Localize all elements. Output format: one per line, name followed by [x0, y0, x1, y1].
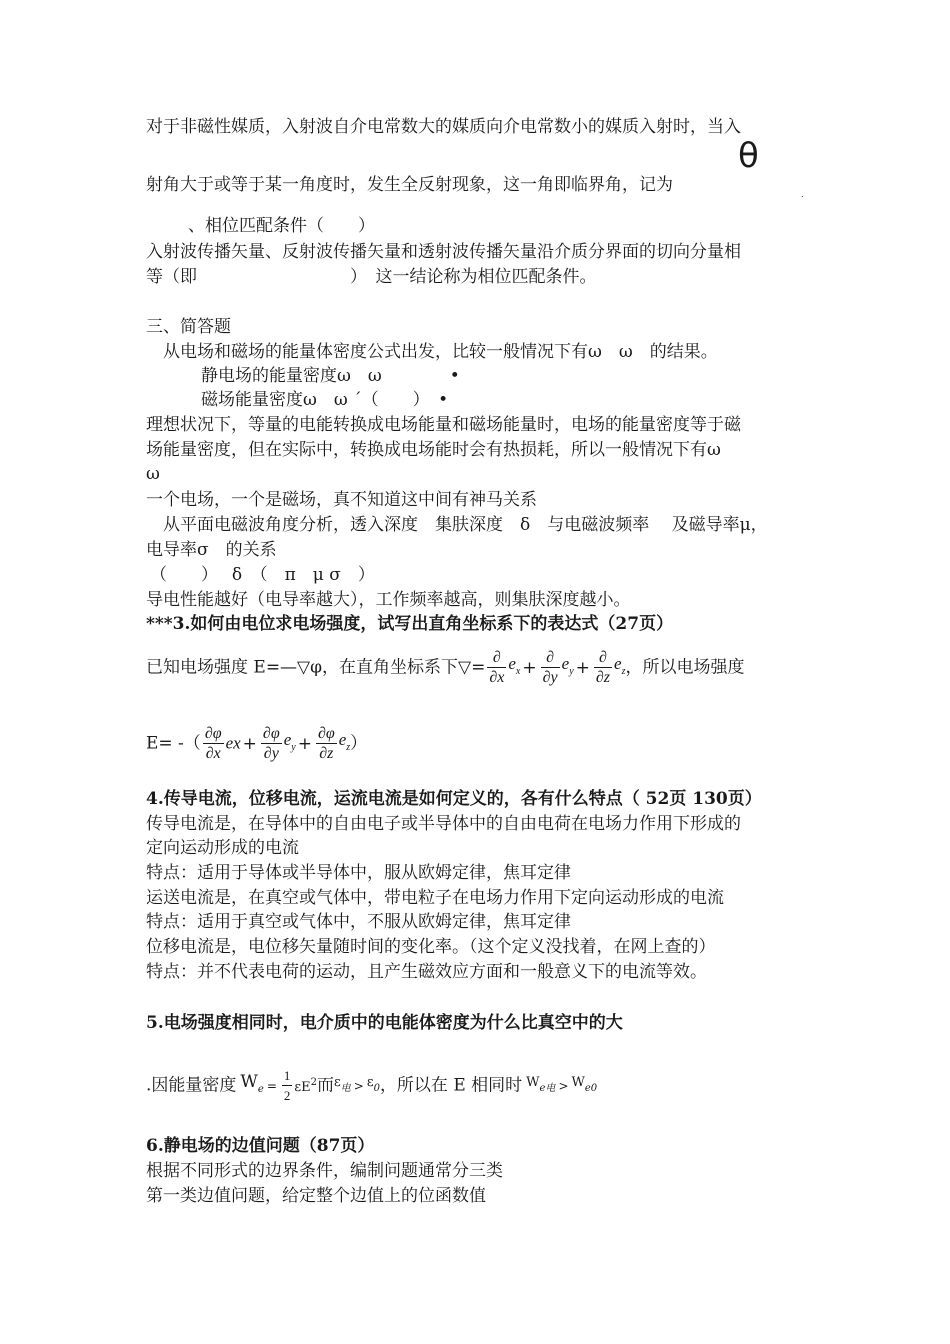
text-line: 特点：适用于真空或气体中，不服从欧姆定律，焦耳定律 [146, 912, 571, 932]
efield-formula: E= -（ $\frac{\partial\varphi}{\partial x}$ ex + $\frac{\partial\varphi}{\partial y}$ $e_y$ + $\frac{\partial\varphi}{\partial z}$ $e_z$） [146, 725, 368, 762]
question-heading: 6.静电场的边值问题（87页） [146, 1136, 375, 1156]
formula-text: .因能量密度 [146, 1075, 237, 1096]
text-line: 根据不同形式的边界条件，编制问题通常分三类 [146, 1161, 503, 1181]
text-line: 定向运动形成的电流 [146, 838, 299, 858]
partial-x-fraction: $\frac{\partial}{\partial x}$ [489, 649, 505, 686]
text-line: 从平面电磁波角度分析，透入深度 集肤深度 δ 与电磁波频率 及磁导率μ， [163, 515, 768, 535]
question-heading: ***3.如何由电位求电场强度，试写出直角坐标系下的表达式（27页） [146, 614, 674, 634]
text-line: 等（即 ） 这一结论称为相位匹配条件。 [146, 267, 597, 287]
formula-text: ，所以在 E 相同时 [379, 1075, 523, 1096]
dphi-dx-fraction: $\frac{\partial\varphi}{\partial x}$ [204, 725, 222, 762]
text-line: 特点：并不代表电荷的运动，且产生磁效应方面和一般意义下的电流等效。 [146, 962, 707, 982]
text-line: 电导率σ 的关系 [146, 540, 277, 560]
formula-text: ，所以电场强度 [625, 657, 745, 678]
theta-symbol: θ [738, 136, 759, 176]
formula-text: E= -（ [146, 733, 201, 754]
text-line: 理想状况下，等量的电能转换成电场能量和磁场能量时，电场的能量密度等于磁 [146, 415, 741, 435]
text-line: 射角大于或等于某一角度时，发生全反射现象，这一角即临界角，记为 [146, 175, 673, 195]
energy-density-formula: .因能量密度 $W_e$ = $\frac{1}{2}$ $\varepsilon E^2$而$\varepsilon_电 > \varepsilon_0$，所以在 E 相同时 $W_{e电} > W_{e0}$ [146, 1068, 598, 1103]
formula-text: 已知电场强度 E=—▽φ，在直角坐标系下▽= [146, 657, 486, 678]
mark: . [801, 190, 804, 199]
text-line: 、相位匹配条件（ ） [188, 216, 375, 236]
dphi-dy-fraction: $\frac{\partial\varphi}{\partial y}$ [262, 725, 280, 762]
gradient-formula: 已知电场强度 E=—▽φ，在直角坐标系下▽= $\frac{\partial}{\partial x}$ $e_x$ + $\frac{\partial}{\partial y}$ $e_y$ + $\frac{\partial}{\partial z}$ $e_z$，所以电场强度 [146, 649, 745, 686]
text-line: 运送电流是，在真空或气体中，带电粒子在电场力作用下定向运动形成的电流 [146, 888, 724, 908]
partial-z-fraction: $\frac{\partial}{\partial z}$ [595, 649, 611, 686]
text-line: 对于非磁性媒质，入射波自介电常数大的媒质向介电常数小的媒质入射时，当入 [146, 117, 741, 137]
text-line: ω [146, 464, 160, 484]
text-line: （ ） δ （ π μ σ ） [150, 565, 375, 585]
text-line: 从电场和磁场的能量体密度公式出发，比较一般情况下有ω ω 的结果。 [163, 342, 718, 362]
text-line: 磁场能量密度ω ω ˊ（ ） • [201, 390, 449, 410]
question-heading: 4.传导电流，位移电流，运流电流是如何定义的，各有什么特点（ 52页 130页） [146, 789, 762, 809]
text-line: 静电场的能量密度ω ω • [201, 366, 460, 386]
text-line: 场能量密度，但在实际中，转换成电场能时会有热损耗，所以一般情况下有ω [146, 440, 721, 460]
formula-text: ） [350, 733, 368, 754]
text-line: 位移电流是，电位移矢量随时间的变化率。（这个定义没找着，在网上查的） [146, 937, 716, 957]
text-line: 一个电场，一个是磁场，真不知道这中间有神马关系 [146, 490, 537, 510]
question-heading: 5.电场强度相同时，电介质中的电能体密度为什么比真空中的大 [146, 1013, 623, 1033]
text-line: 特点：适用于导体或半导体中，服从欧姆定律，焦耳定律 [146, 863, 571, 883]
dphi-dz-fraction: $\frac{\partial\varphi}{\partial z}$ [317, 725, 335, 762]
section-heading: 三、简答题 [146, 317, 231, 337]
text-line: 入射波传播矢量、反射波传播矢量和透射波传播矢量沿介质分界面的切向分量相 [146, 242, 741, 262]
half-fraction: $\frac{1}{2}$ [283, 1068, 291, 1103]
text-line: 导电性能越好（电导率越大），工作频率越高，则集肤深度越小。 [146, 590, 631, 610]
text-line: 传导电流是，在导体中的自由电子或半导体中的自由电荷在电场力作用下形成的 [146, 814, 741, 834]
partial-y-fraction: $\frac{\partial}{\partial y}$ [542, 649, 558, 686]
text-line: 第一类边值问题，给定整个边值上的位函数值 [146, 1186, 486, 1206]
